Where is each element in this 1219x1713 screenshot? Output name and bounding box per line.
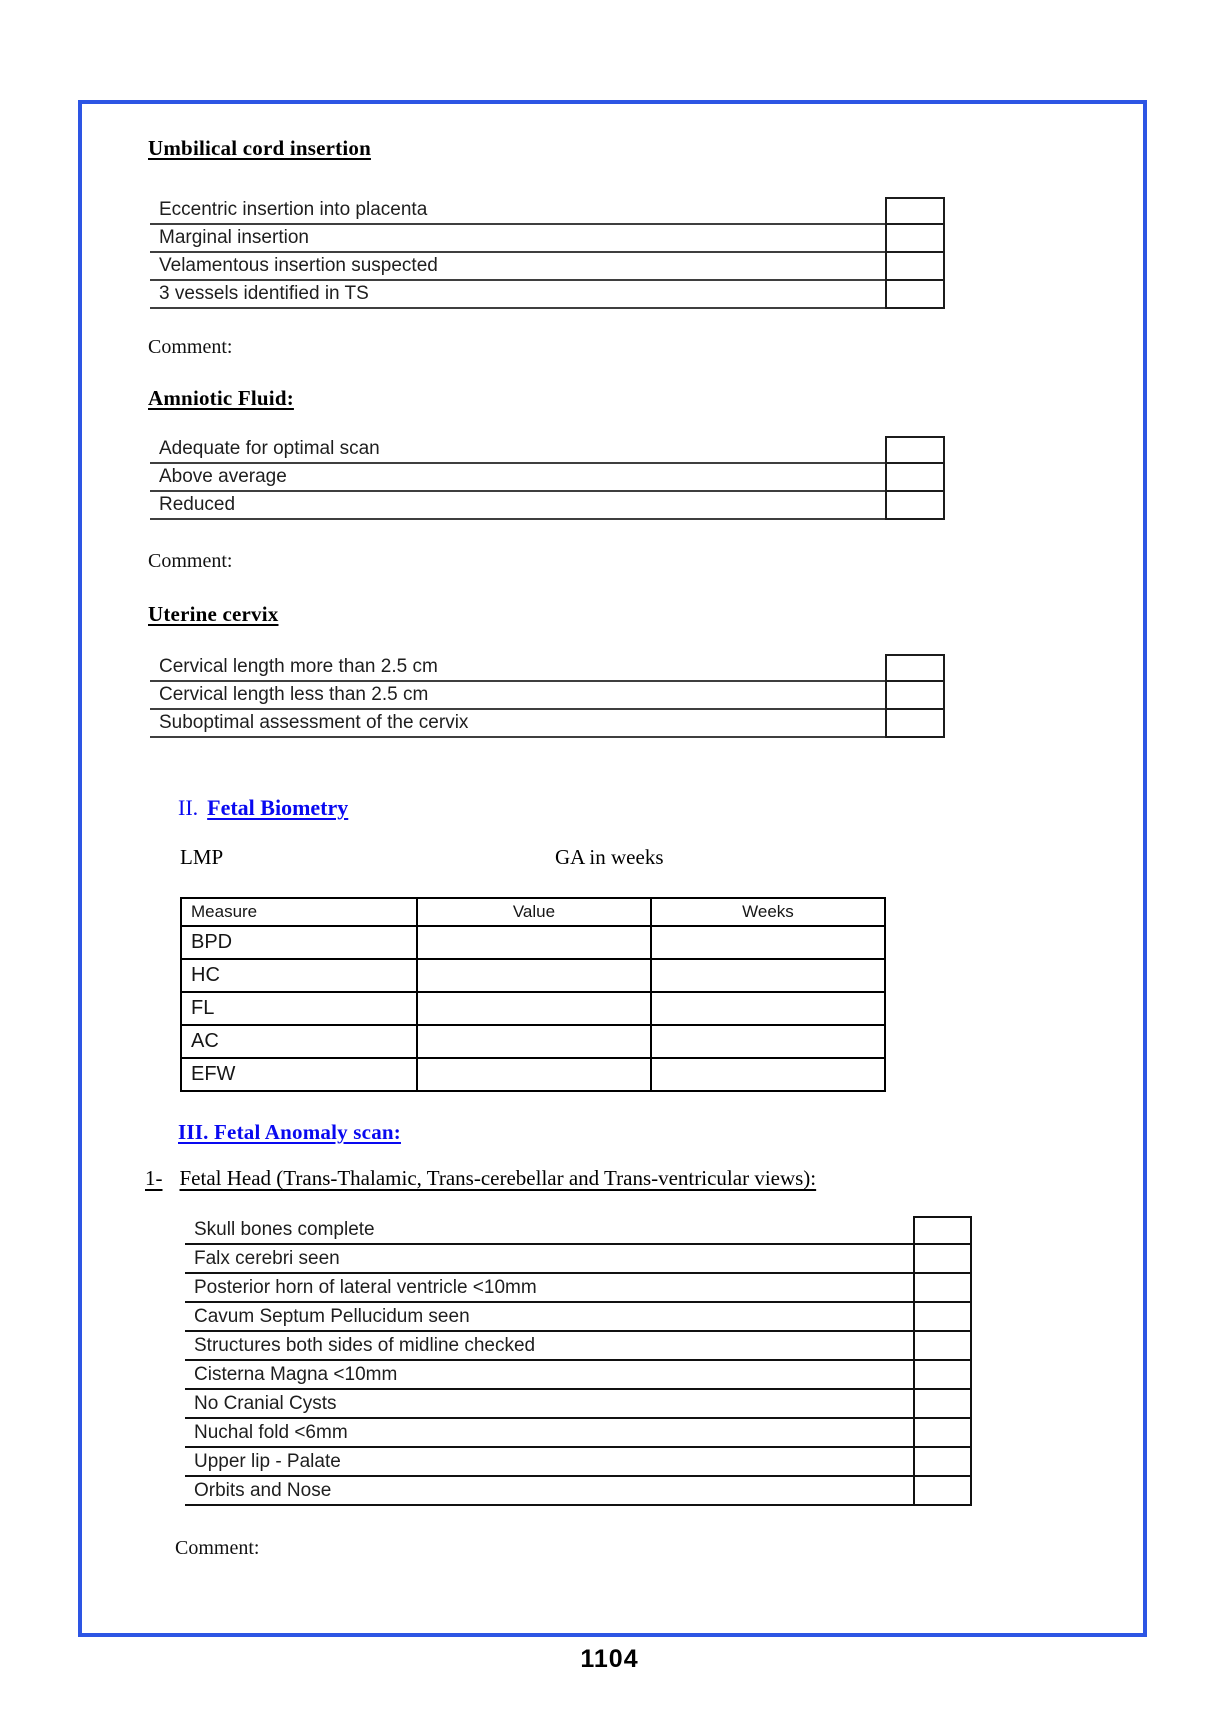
section-title: Fetal Biometry [207, 795, 349, 820]
cervix-section-heading: Uterine cervix [148, 602, 279, 626]
table-row [185, 1332, 972, 1361]
checkbox-cell[interactable] [885, 225, 945, 253]
table-row [150, 464, 945, 492]
row-label: Nuchal fold <6mm [194, 1421, 348, 1443]
checkbox-cell[interactable] [913, 1361, 972, 1388]
value-cell[interactable] [416, 1026, 650, 1057]
table-row [185, 1477, 972, 1506]
row-label: Cisterna Magna <10mm [194, 1363, 398, 1385]
row-label: Marginal insertion [150, 225, 885, 253]
ga-in-weeks-label: GA in weeks [555, 845, 664, 869]
table-header-row [182, 899, 884, 925]
table-row [150, 253, 945, 281]
weeks-cell[interactable] [650, 960, 884, 991]
comment-label: Comment: [175, 1537, 260, 1559]
subheading-text: Fetal Head (Trans-Thalamic, Trans-cerebellar and Trans-ventricular views): [179, 1166, 817, 1190]
row-label: Cavum Septum Pellucidum seen [194, 1305, 470, 1327]
checkbox-cell[interactable] [913, 1448, 972, 1475]
measure-label: AC [191, 1030, 219, 1052]
amniotic-section-heading: Amniotic Fluid: [148, 386, 294, 410]
checkbox-cell[interactable] [913, 1332, 972, 1359]
row-label: Above average [150, 464, 885, 492]
checkbox-cell[interactable] [913, 1390, 972, 1417]
row-label: Skull bones complete [194, 1218, 375, 1240]
weeks-cell[interactable] [650, 993, 884, 1024]
row-label: Cervical length less than 2.5 cm [150, 682, 885, 710]
row-label: Structures both sides of midline checked [194, 1334, 536, 1356]
row-label: Eccentric insertion into placenta [150, 197, 885, 225]
amniotic-checklist-table [150, 436, 945, 520]
table-row [150, 281, 945, 309]
umbilical-checklist-table [150, 197, 945, 309]
fetal-head-subheading [145, 1166, 816, 1191]
item-number: 1- [145, 1166, 163, 1190]
biometry-section-heading [178, 795, 348, 821]
biometry-table [180, 897, 886, 1092]
row-label: Posterior horn of lateral ventricle <10mm [194, 1276, 537, 1298]
value-cell[interactable] [416, 993, 650, 1024]
row-label: No Cranial Cysts [194, 1392, 337, 1414]
header-weeks: Weeks [650, 899, 884, 925]
value-cell[interactable] [416, 927, 650, 958]
table-row [182, 1024, 884, 1057]
table-row [150, 654, 945, 682]
row-label: Falx cerebri seen [194, 1247, 340, 1269]
row-label: Upper lip - Palate [194, 1450, 341, 1472]
table-row [182, 925, 884, 958]
checkbox-cell[interactable] [913, 1419, 972, 1446]
table-row [185, 1390, 972, 1419]
table-row [182, 991, 884, 1024]
checkbox-cell[interactable] [913, 1245, 972, 1272]
measure-label: EFW [191, 1063, 236, 1085]
row-label: Cervical length more than 2.5 cm [150, 654, 885, 682]
checkbox-cell[interactable] [913, 1274, 972, 1301]
table-row [150, 492, 945, 520]
checkbox-cell[interactable] [885, 710, 945, 738]
checkbox-cell[interactable] [913, 1477, 972, 1504]
anomaly-section-heading: III. Fetal Anomaly scan: [178, 1120, 401, 1144]
weeks-cell[interactable] [650, 1059, 884, 1090]
measure-label: BPD [191, 931, 233, 953]
table-row [185, 1216, 972, 1245]
row-label: Velamentous insertion suspected [150, 253, 885, 281]
checkbox-cell[interactable] [885, 197, 945, 225]
value-cell[interactable] [416, 1059, 650, 1090]
checkbox-cell[interactable] [885, 682, 945, 710]
fetal-head-checklist-table [185, 1216, 972, 1506]
table-row [185, 1361, 972, 1390]
checkbox-cell[interactable] [913, 1303, 972, 1330]
row-label: Adequate for optimal scan [150, 436, 885, 464]
lmp-label: LMP [180, 845, 224, 869]
page-number: 1104 [580, 1645, 639, 1673]
table-row [185, 1274, 972, 1303]
header-measure: Measure [191, 902, 258, 921]
section-number: II. [178, 795, 199, 820]
weeks-cell[interactable] [650, 1026, 884, 1057]
value-cell[interactable] [416, 960, 650, 991]
table-row [150, 197, 945, 225]
table-row [185, 1419, 972, 1448]
table-row [150, 682, 945, 710]
row-label: Orbits and Nose [194, 1479, 332, 1501]
measure-label: FL [191, 997, 215, 1019]
table-row [150, 225, 945, 253]
comment-label: Comment: [148, 336, 233, 358]
table-row [150, 436, 945, 464]
header-value: Value [416, 899, 650, 925]
row-label: Reduced [150, 492, 885, 520]
checkbox-cell[interactable] [913, 1216, 972, 1243]
table-row [182, 958, 884, 991]
checkbox-cell[interactable] [885, 253, 945, 281]
weeks-cell[interactable] [650, 927, 884, 958]
cervix-checklist-table [150, 654, 945, 738]
table-row [185, 1245, 972, 1274]
table-row [150, 710, 945, 738]
checkbox-cell[interactable] [885, 464, 945, 492]
checkbox-cell[interactable] [885, 654, 945, 682]
checkbox-cell[interactable] [885, 492, 945, 520]
checkbox-cell[interactable] [885, 436, 945, 464]
row-label: 3 vessels identified in TS [150, 281, 885, 309]
table-row [182, 1057, 884, 1090]
table-row [185, 1303, 972, 1332]
table-row [185, 1448, 972, 1477]
comment-label: Comment: [148, 550, 233, 572]
row-label: Suboptimal assessment of the cervix [150, 710, 885, 738]
checkbox-cell[interactable] [885, 281, 945, 309]
measure-label: HC [191, 964, 220, 986]
umbilical-section-heading: Umbilical cord insertion [148, 136, 371, 160]
